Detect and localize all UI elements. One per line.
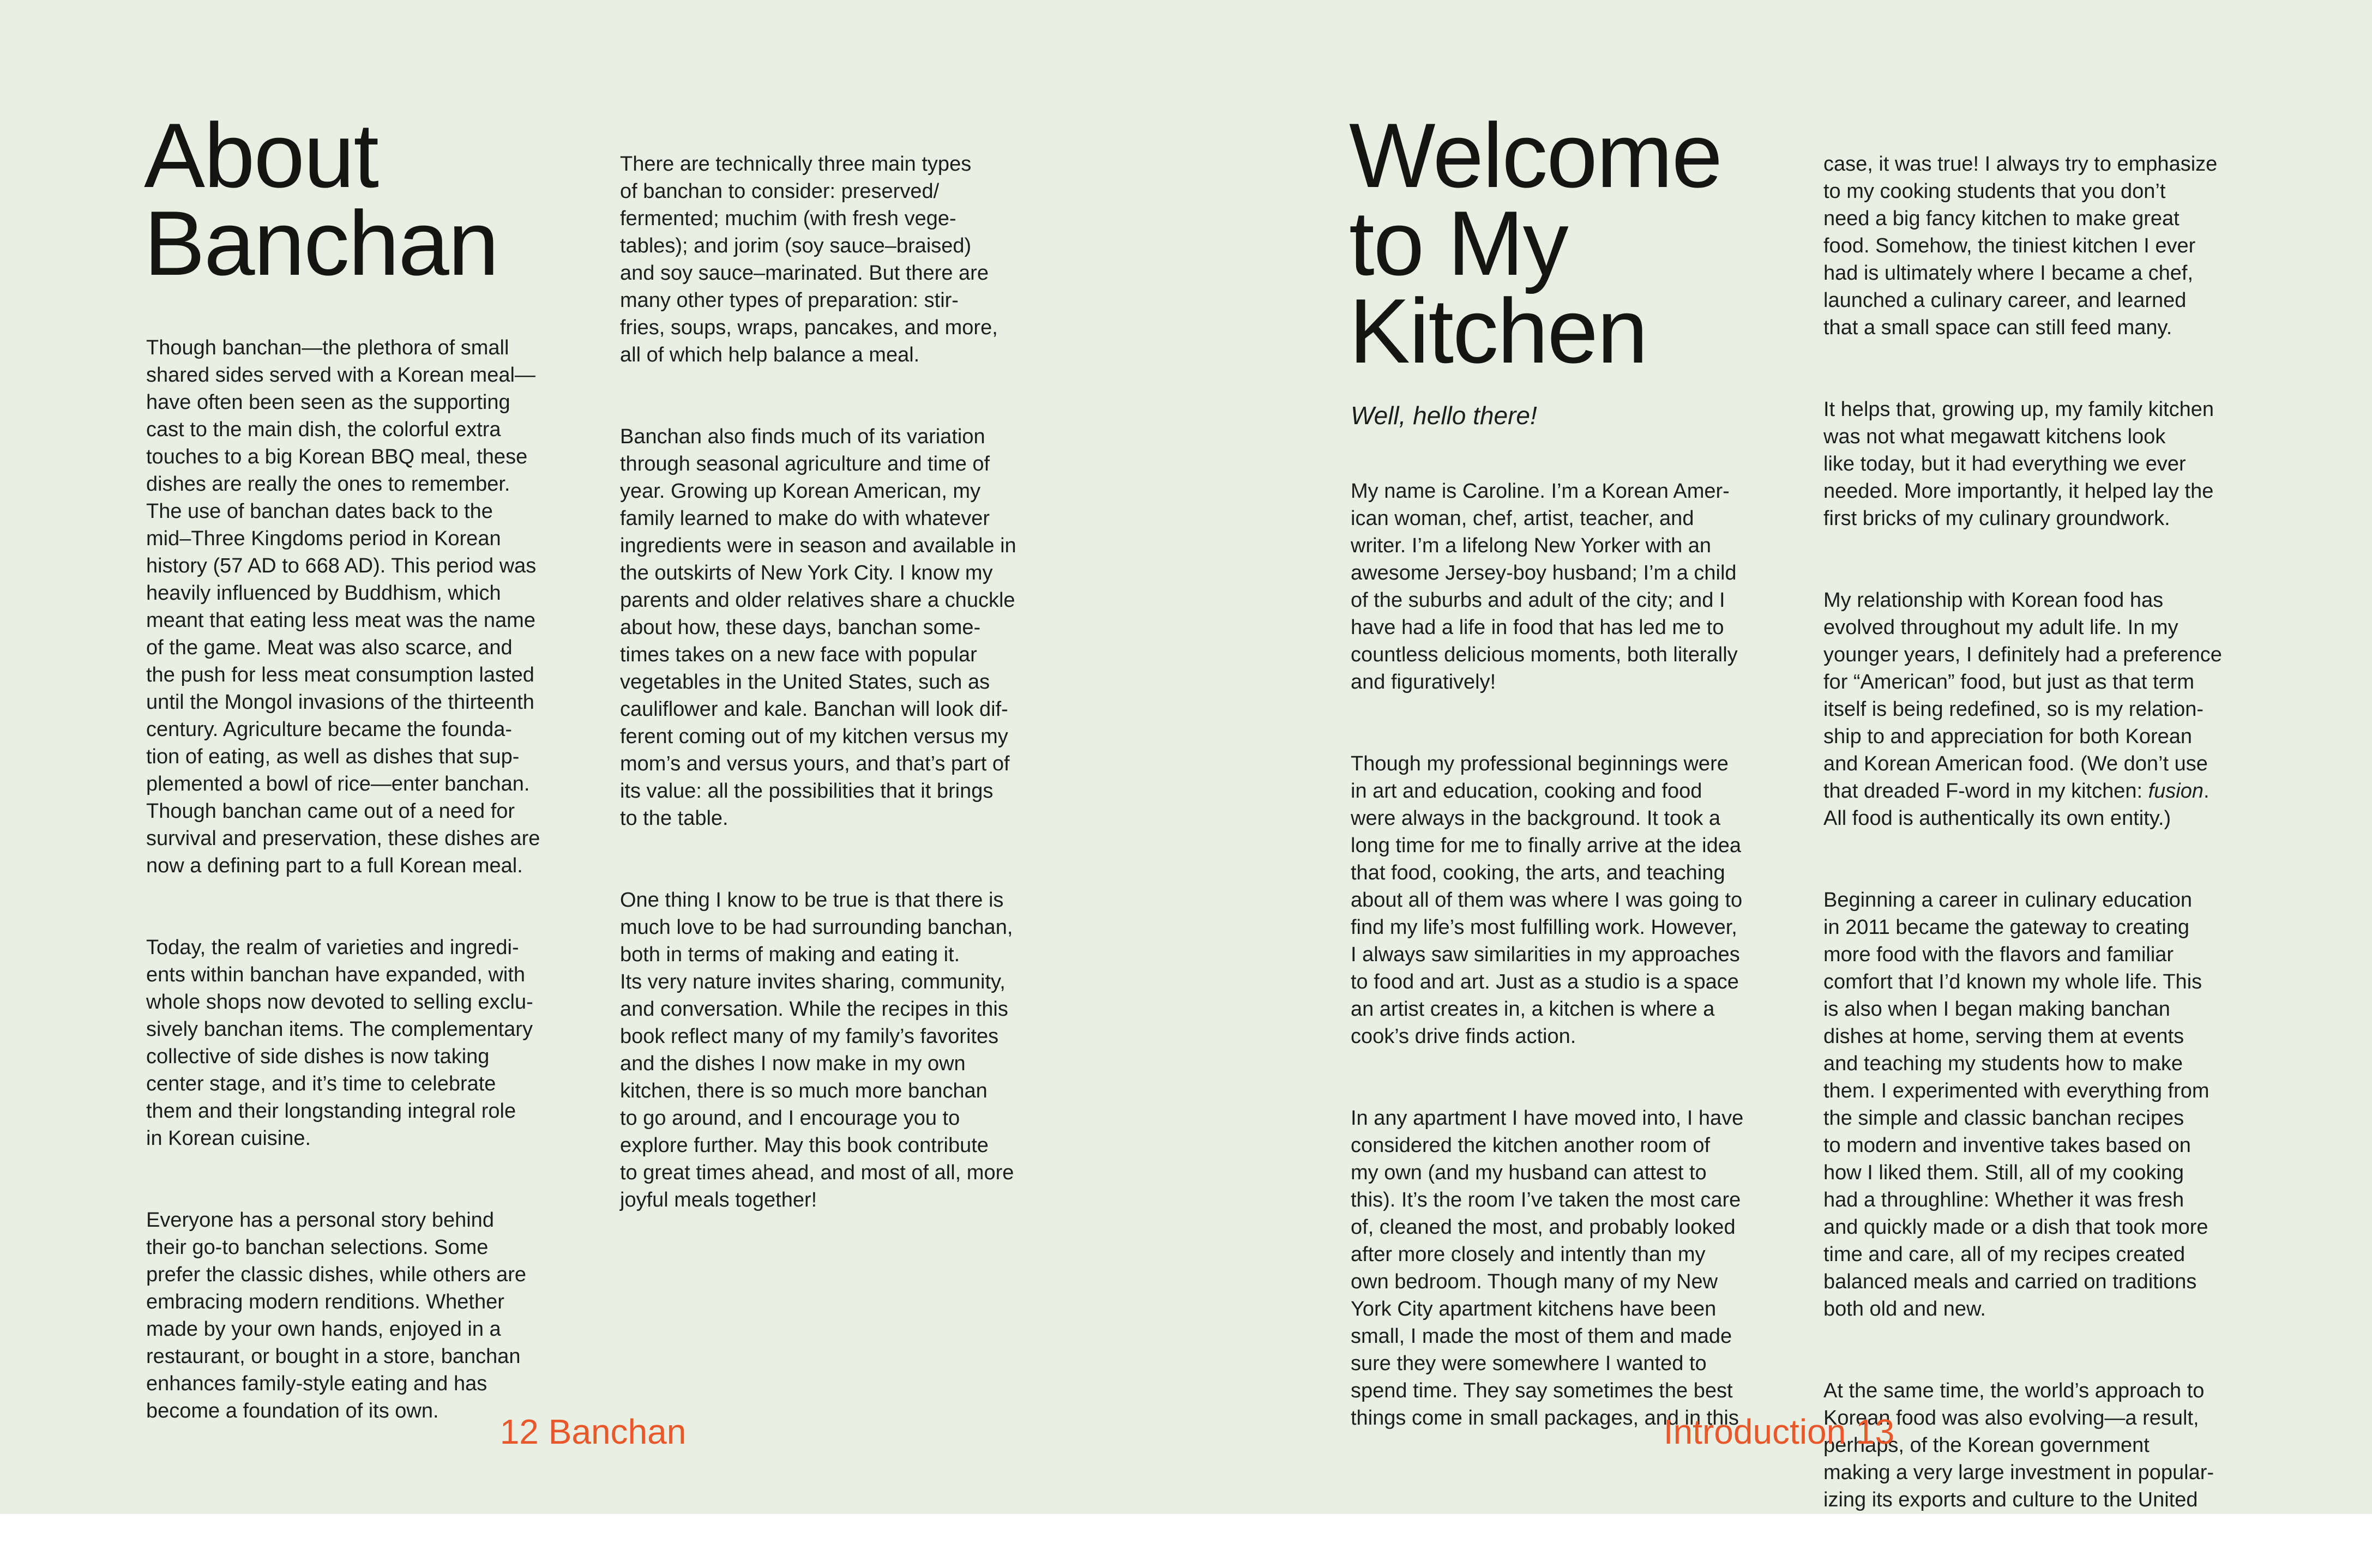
paragraph: Though my professional beginnings were in art and education, cooking and food were always in the background. It took a long time for me to finally arrive at the idea that food, cooking, the arts, and teaching about all of them was where I was going to find my life’s most fulfilling work. However, I always saw similarities in my approaches to food and art. Just as a studio is a space an artist creates in, a kitchen is where a cook’s drive finds action. — [1351, 752, 1743, 1048]
paragraph: Though banchan—the plethora of small shared sides served with a Korean meal— have often been seen as the supporting cast to the main dish, the colorful extra touches to a big Korean BBQ meal, these dishes are really the ones to remember. The use of banchan dates back to the mid–Three Kingdoms period in Korean history (57 AD to 668 AD). This period was heavily influenced by Buddhism, which meant that eating less meat was the name of the game. Meat was also scarce, and the push for less meat consumption lasted until the Mongol invasions of the thirteenth century. Agriculture became the founda- tion of eating, as well as dishes that sup- plemented a bowl of rice—enter banchan. Though banchan came out of a need for survival and preservation, these dishes are now a defining part to a full Korean meal. — [146, 336, 540, 877]
paragraph: Beginning a career in culinary education in 2011 became the gateway to creating more food with the flavors and familiar comfort that I’d known my whole life. This is also when I began making banchan dishes at home, serving them at events and teaching my students how to make them. I experimented with everything from the simple and classic banchan recipes to modern and inventive takes based on how I liked them. Still, all of my cooking had a throughline: Whether it was fresh and quickly made or a dish that took more time and care, all of my recipes created balanced meals and carried on traditions both old and new. — [1823, 889, 2210, 1320]
paragraph: At the same time, the world’s approach to Korean food was also evolving—a result, perhaps, of the Korean government making a very large investment in popular- izing its exports and culture to the United — [1823, 1379, 2214, 1511]
page-title-welcome-to-my-kitchen: Welcome to My Kitchen — [1349, 104, 1722, 382]
right-page-column-2 — [1823, 123, 2336, 1568]
left-page-column-2 — [620, 123, 1133, 1268]
page-left — [0, 0, 1186, 1514]
paragraph: In any apartment I have moved into, I have considered the kitchen another room of my own (and my husband can attest to this). It’s the room I’ve taken the most care of, cleaned the most, and probably looked after more closely and intently than my own bedroom. Though many of my New York City apartment kitchens have been small, I made the most of them and made sure they were somewhere I wanted to spend time. They say sometimes the best things come in small packages, and in this — [1351, 1107, 1744, 1430]
page-number-left: 12 Banchan — [499, 1412, 687, 1451]
italic-word-fusion: fusion — [2148, 780, 2204, 803]
paragraph: Everyone has a personal story behind their go-to banchan selections. Some prefer the classic dishes, while others are embracing modern renditions. Whether made by your own hands, enjoyed in a restaurant, or bought in a store, banchan enhances family-style eating and has become a foundation of its own. — [146, 1209, 526, 1422]
page-number-right: Introduction 13 — [1663, 1412, 1895, 1451]
paragraph: Banchan also finds much of its variation through seasonal agriculture and time of year. Growing up Korean American, my family learned to make do with whatever ingredients were in season and available in the outskirts of New York City. I know my parents and older relatives share a chuckle about how, these days, banchan some- times takes on a new face with popular vegetables in the United States, such as cauliflower and kale. Banchan will look dif- ferent coming out of my kitchen versus my mom’s and versus yours, and that’s part of its value: all the possibilities that it brings to the table. — [620, 425, 1016, 830]
paragraph: It helps that, growing up, my family kitchen was not what megawatt kitchens look like today, but it had everything we ever needed. More importantly, it helped lay the first bricks of my culinary groundwork. — [1823, 398, 2214, 530]
paragraph: My name is Caroline. I’m a Korean Amer- ican woman, chef, artist, teacher, and writer. I’m a lifelong New Yorker with an awesome Jersey-boy husband; I’m a child of the suburbs and adult of the city; and I have had a life in food that has led me to countless delicious moments, both literally and figuratively! — [1351, 480, 1738, 693]
paragraph: Today, the realm of varieties and ingredi- ents within banchan have expanded, with whole shops now devoted to selling exclu- sively banchan items. The complementary collective of side dishes is now taking center stage, and it’s time to celebrate them and their longstanding integral role in Korean cuisine. — [146, 936, 533, 1150]
chapter-subtitle: Well, hello there! — [1351, 401, 1537, 430]
paragraph-text: My relationship with Korean food has evolved throughout my adult life. In my younger years, I definitely had a preference for “American” food, but just as that term itself is being redefined, so is my relation- ship to and appreciation for both Korean and Korean American food. (We don’t use that dreaded F-word in my kitchen: — [1823, 589, 2222, 803]
page-title-about-banchan: About Banchan — [144, 104, 498, 294]
page-right — [1186, 0, 2372, 1514]
paragraph — [1823, 587, 2336, 832]
left-page-column-1 — [146, 307, 659, 1479]
right-page-column-1 — [1351, 450, 1863, 1486]
paragraph: case, it was true! I always try to emphasize to my cooking students that you don’t need a big fancy kitchen to make great food. Somehow, the tiniest kitchen I ever had is ultimately where I became a chef, launched a culinary career, and learned that a small space can still feed many. — [1823, 153, 2218, 339]
paragraph: There are technically three main types of banchan to consider: preserved/ fermented; muchim (with fresh vege- tables); and jorim (soy sauce–braised) and soy sauce–marinated. But there are many other types of preparation: stir- fries, soups, wraps, pancakes, and more, all of which help balance a meal. — [620, 153, 998, 366]
paragraph: One thing I know to be true is that there is much love to be had surrounding banchan, both in terms of making and eating it. Its very nature invites sharing, community, and conversation. While the recipes in this book reflect many of my family’s favorites and the dishes I now make in my own kitchen, there is so much more banchan to go around, and I encourage you to explore further. May this book contribute to great times ahead, and most of all, more joyful meals together! — [620, 889, 1014, 1211]
paragraph-text: . All food is authentically its own entity.) — [1823, 780, 2210, 830]
